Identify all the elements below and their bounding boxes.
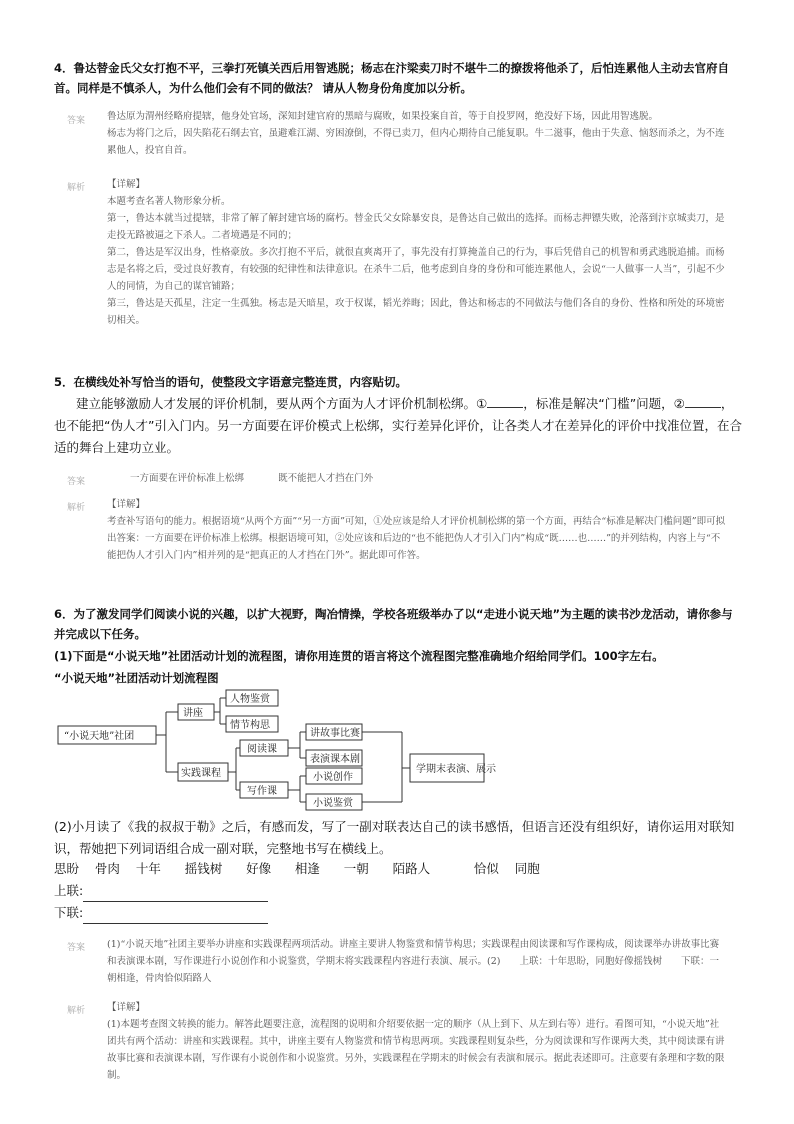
q4-analysis-label: 解析 bbox=[67, 183, 86, 193]
lower-couplet-label: 下联: bbox=[54, 905, 84, 920]
q4-analysis bbox=[107, 176, 727, 329]
q5-analysis-line: 【详解】 bbox=[107, 499, 146, 510]
upper-couplet-label: 上联: bbox=[54, 883, 84, 898]
couplet-word: 一朝 bbox=[343, 861, 369, 876]
node-reading: 阅读课 bbox=[247, 744, 277, 755]
upper-couplet-line[interactable] bbox=[83, 887, 268, 902]
q5-answer bbox=[130, 470, 750, 487]
q5-title: 5．在横线处补写恰当的语句，使整段文字语意完整连贯，内容贴切。 bbox=[54, 375, 407, 389]
q5-passage bbox=[54, 393, 744, 459]
couplet-words bbox=[54, 858, 744, 880]
q5-text-2: ，标准是解决“门槛”问题，② bbox=[523, 396, 685, 411]
q6-answer-label: 答案 bbox=[67, 943, 86, 953]
couplet-word: 恰似 bbox=[473, 861, 499, 876]
couplet-word: 同胞 bbox=[514, 861, 540, 876]
node-play: 表演课本剧 bbox=[310, 754, 360, 765]
q4-title: 4．鲁达替金氏父女打抱不平，三拳打死镇关西后用智逃脱；杨志在汴梁卖刀时不堪牛二的撩拨将他杀了，后怕连累他人主动去官府自首。同样是不慎杀人，为什么他们会有不同的做法？ 请从人物身份角度加以分析。 bbox=[54, 61, 729, 95]
flowchart bbox=[54, 686, 514, 814]
q4-answer bbox=[107, 108, 727, 159]
q4-answer-line: 鲁达原为渭州经略府提辖，他身处官场，深知封建官府的黑暗与腐败，如果投案自首，等于自投罗网，绝没好下场，因此用智逃脱。 bbox=[107, 111, 659, 122]
q6-analysis-line: (1)本题考查图文转换的能力。解答此题要注意，流程图的说明和介绍要依据一定的顺序（从上到下、从左到右等）进行。看图可知，“小说天地”社团共有两个活动：讲座和实践课程。其中，讲座主要有人物鉴赏和情节构思两项。实践课程则复杂些，分为阅读课和写作课两大类，其中阅读课有讲故事比赛和表演课本剧，写作课有小说创作和小说鉴赏。另外，实践课程在学期末的时候会有表演和展示。据此表述即可。注意要有条理和字数的限制。 bbox=[107, 1019, 725, 1081]
q5-answer-2: 既不能把人才挡在门外 bbox=[278, 473, 374, 484]
q6-answer-line: (1)“小说天地”社团主要举办讲座和实践课程两项活动。讲座主要讲人物鉴赏和情节构思；实践课程由阅读课和写作课构成，阅读课举办讲故事比赛和表演课本剧，写作课进行小说创作和小说鉴赏，学期末将实践课程内容进行表演、展示。(2) 上联：十年思盼，同胞好像摇钱树 下联：一朝相逢，骨肉恰似陌路人 bbox=[107, 939, 720, 984]
q5-blank-1[interactable] bbox=[487, 395, 523, 408]
q4-answer-label: 答案 bbox=[67, 116, 86, 126]
q6-title: 6．为了激发同学们阅读小说的兴趣，以扩大视野，陶冶情操，学校各班级举办了以“走进小说天地”为主题的读书沙龙活动，请你参与并完成以下任务。 bbox=[54, 607, 733, 641]
couplet-word: 十年 bbox=[135, 861, 161, 876]
q5-text-3: ，也不能把“伪人才”引入门内。另一方面要在评价模式上松绑，实行差异化评价，让各类人才在差异化的评价中找准位置，在合适的舞台上建功立业。 bbox=[54, 396, 742, 455]
q6-analysis-label: 解析 bbox=[67, 1006, 86, 1016]
q6-sub1: (1)下面是“小说天地”社团活动计划的流程图，请你用连贯的语言将这个流程图完整准确地介绍给同学们。100字左右。 bbox=[54, 649, 664, 663]
node-storytelling: 讲故事比赛 bbox=[310, 728, 360, 739]
couplet-word: 思盼 bbox=[54, 861, 80, 876]
q4-analysis-line: 第三，鲁达是天孤星，注定一生孤独。杨志是天暗星，攻于权谋，韬光养晦；因此，鲁达和杨志的不同做法与他们各自的身份、性格和所处的环境密切相关。 bbox=[107, 298, 725, 326]
couplet-word: 陌路人 bbox=[392, 861, 431, 876]
q5-answer-label: 答案 bbox=[67, 477, 86, 487]
lower-couplet-row bbox=[54, 902, 744, 924]
lower-couplet-line[interactable] bbox=[83, 909, 268, 924]
q6-analysis-line: 【详解】 bbox=[107, 1002, 146, 1013]
node-novel-writing: 小说创作 bbox=[313, 772, 353, 783]
q4-answer-line: 杨志为将门之后，因失陷花石纲去官，虽避难江湖、穷困潦倒，不得已卖刀，但内心期待自己能复职。牛二滋事，他由于失意、恼怒而杀之，为不连累他人，投官自首。 bbox=[107, 128, 725, 156]
q5-analysis-label: 解析 bbox=[67, 503, 86, 513]
q6-analysis bbox=[107, 999, 727, 1084]
node-final: 学期末表演、展示 bbox=[416, 764, 496, 775]
q6-sub2: (2)小月读了《我的叔叔于勒》之后，有感而发，写了一副对联表达自己的读书感悟，但语言还没有组织好，请你运用对联知识，帮她把下列词语组合成一副对联，完整地书写在横线上。 bbox=[54, 819, 735, 856]
upper-couplet-row bbox=[54, 880, 744, 902]
q5-analysis-line: 考查补写语句的能力。根据语境“从两个方面”“另一方面”可知，①处应该是给人才评价机制松绑的第一个方面，再结合“标准是解决门槛问题”即可拟出答案：一方面要在评价标准上松绑。根据语境可知，②处应该和后边的“也不能把伪人才引入门内”构成“既……也……”的并列结构，内容上与“不能把伪人才引入门内”相并列的是“把真正的人才挡在门外”。据此即可作答。 bbox=[107, 516, 726, 561]
node-writing: 写作课 bbox=[247, 786, 277, 797]
q5-text-1: 建立能够激励人才发展的评价机制，要从两个方面为人才评价机制松绑。① bbox=[76, 396, 488, 411]
q4-analysis-line: 第二，鲁达是军汉出身，性格豪放。多次打抱不平后，就很直爽离开了，事先没有打算掩盖自己的行为，事后凭借自己的机智和勇武逃脱追捕。而杨志是名将之后，受过良好教育，有较强的纪律性和法律意识。在杀牛二后，他考虑到自身的身份和可能连累他人，会说“一人做事一人当”，引起不少人的同情，为自己的谋官铺路； bbox=[107, 247, 725, 292]
couplet-word: 骨肉 bbox=[94, 861, 120, 876]
node-novel-review: 小说鉴赏 bbox=[313, 798, 353, 809]
node-lecture: 讲座 bbox=[183, 708, 203, 719]
q4-analysis-line: 【详解】 bbox=[107, 179, 146, 190]
node-plot: 情节构思 bbox=[230, 720, 270, 731]
couplet-word: 好像 bbox=[246, 861, 272, 876]
node-character: 人物鉴赏 bbox=[230, 694, 270, 705]
node-root: “小说天地”社团 bbox=[64, 731, 135, 742]
q5-analysis bbox=[107, 496, 727, 564]
q4-analysis-line: 第一，鲁达本就当过提辖，非常了解了解封建官场的腐朽。替金氏父女除暴安良，是鲁达自己做出的选择。而杨志押镖失败，沦落到汴京城卖刀，是走投无路被逼之下杀人。二者境遇是不同的； bbox=[107, 213, 725, 241]
flowchart-title: “小说天地”社团活动计划流程图 bbox=[54, 671, 219, 685]
couplet-word: 摇钱树 bbox=[184, 861, 223, 876]
node-practice: 实践课程 bbox=[181, 768, 221, 779]
q4-analysis-line: 本题考查名著人物形象分析。 bbox=[107, 196, 231, 207]
q5-blank-2[interactable] bbox=[685, 395, 721, 408]
couplet-word: 相逢 bbox=[294, 861, 320, 876]
q5-answer-1: 一方面要在评价标准上松绑 bbox=[130, 473, 245, 484]
q6-answer bbox=[107, 936, 727, 987]
